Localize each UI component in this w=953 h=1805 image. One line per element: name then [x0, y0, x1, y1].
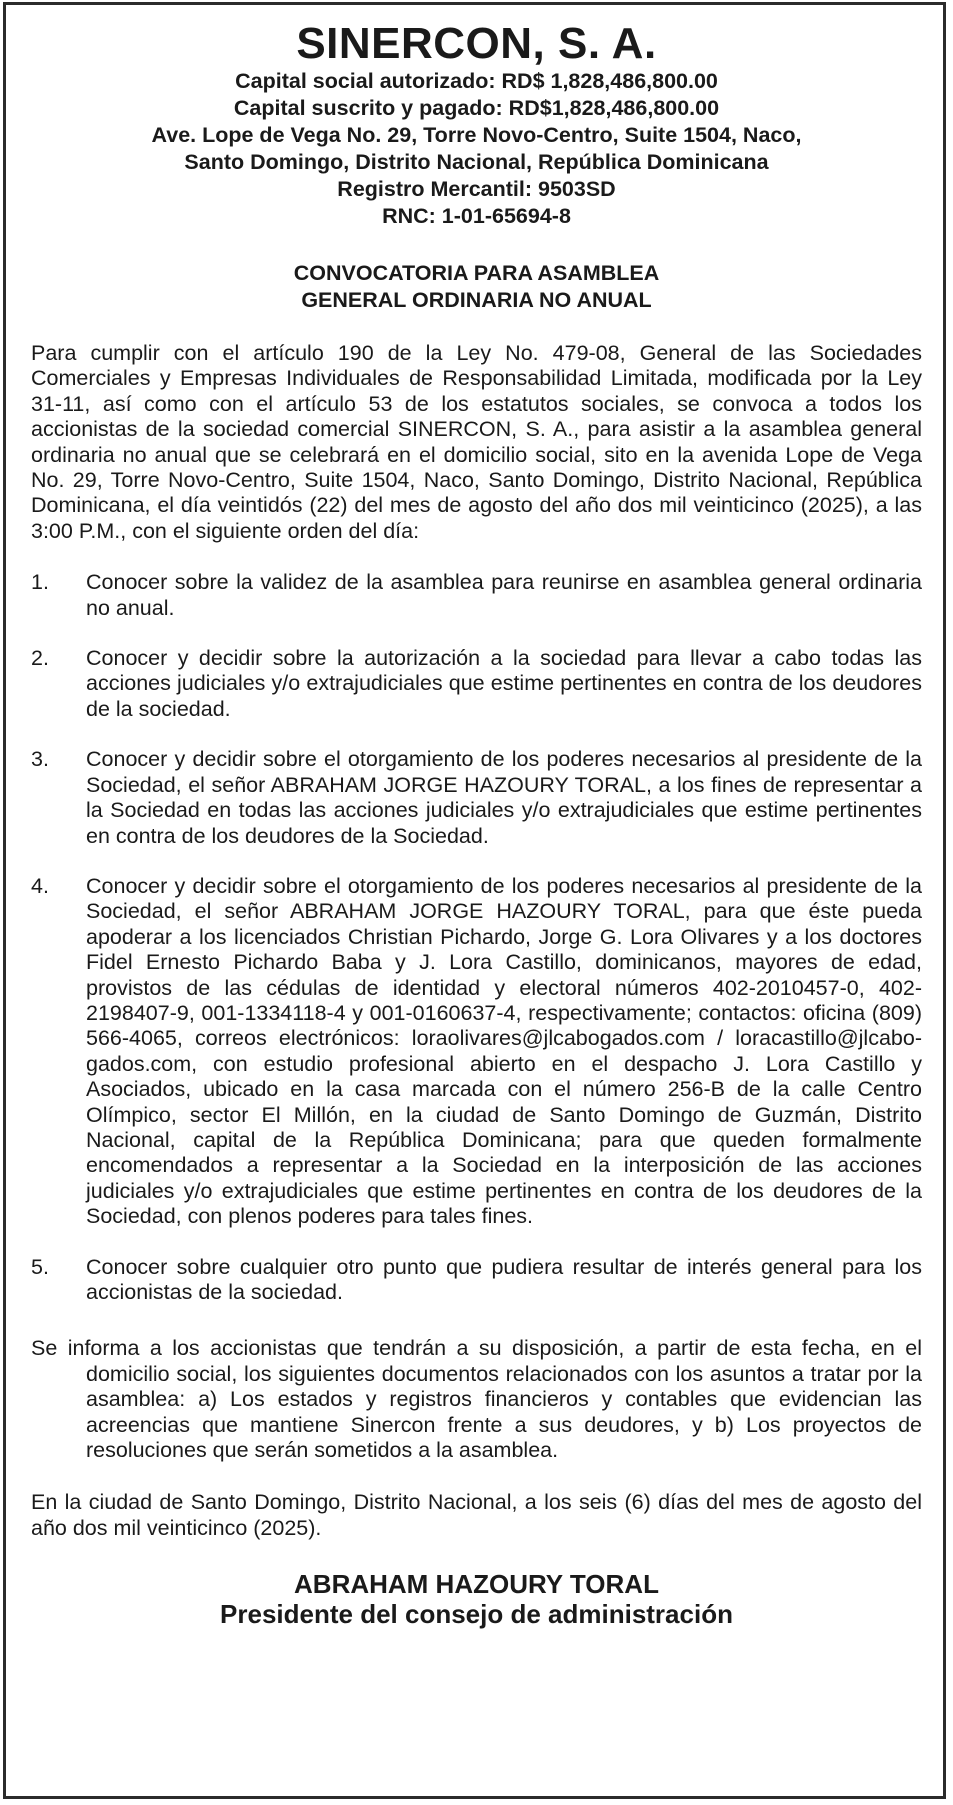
agenda-text: Conocer sobre cualquier otro punto que pudiera resultar de interés general para los accionistas de la sociedad. — [86, 1254, 922, 1304]
agenda-number: 1. — [31, 570, 49, 595]
agenda-number: 5. — [31, 1254, 49, 1279]
agenda-text: Conocer sobre la validez de la asamblea para reunirse en asamblea general ordinaria no anual. — [86, 570, 922, 620]
agenda-item-3 — [31, 747, 922, 849]
signatory-name: ABRAHAM HAZOURY TORAL — [294, 1569, 659, 1600]
company-details — [31, 68, 922, 230]
intro-paragraph: Para cumplir con el artículo 190 de la Ley No. 479-08, General de las Sociedades Comerciales y Empresas Individuales de Responsabilidad Limitada, modificada por la Ley 31-11, así como con el artículo 53 de los estatutos sociales, se convoca a todos los accionistas de la sociedad comercial SINERCON, S. A., para asistir a la asamblea general ordinaria no anual que se celebrará en el domicilio social, sito en la avenida Lope de Vega No. 29, Torre Novo-Centro, Suite 1504, Naco, Santo Domingo, Distrito Nacional, República Dominicana, el día veintidós (22) del mes de agosto del año dos mil veinticinco (2025), a las 3:00 P.M., con el siguiente orden del día: — [31, 341, 922, 543]
paid-capital: Capital suscrito y pagado: RD$1,828,486,800.00 — [233, 96, 720, 120]
address-line-1: Ave. Lope de Vega No. 29, Torre Novo-Centro, Suite 1504, Naco, — [151, 123, 802, 147]
notice-content — [31, 20, 922, 1629]
agenda-text: Conocer y decidir sobre la autorización a la sociedad para llevar a cabo todas las acciones judiciales y/o extrajudiciales que estime pertinentes en contra de los deudores de la sociedad. — [86, 646, 922, 721]
company-name: SINERCON, S. A. — [296, 19, 657, 68]
agenda-number: 3. — [31, 747, 49, 772]
notice-title-line-1: CONVOCATORIA PARA ASAMBLEA — [293, 261, 660, 285]
agenda-text: Conocer y decidir sobre el otorgamiento de los poderes necesarios al presidente de la Sociedad, el señor ABRAHAM JORGE HAZOURY TORAL, para que éste pueda apoderar a los licenciados Christian Pichardo, Jorge G. Lora Olivares y a los doctores Fidel Ernesto Pichardo Baba y J. Lora Castillo, dominicanos, mayores de edad, provistos de las cédulas de identidad y electoral números 402-2010457-0, 402-2198407-9, 001-1334118-4 y 001-0160637-4, respectivamente; contactos: oficina (809) 566-4065, correos electrónicos: loraolivares@jlcabogados.com / loracastillo@jlcabogados.com, con estudio profesional abierto en el despacho J. Lora Castillo y Asociados, ubicado en la casa marcada con el número 256-B de la calle Centro Olímpico, sector El Millón, en la ciudad de Santo Domingo de Guzmán, Distrito Nacional, capital de la República Dominicana; para que queden formalmente encomendados a representar a la Sociedad en la interposición de las acciones judiciales y/o extrajudiciales que estime pertinentes en contra de los deudores de la Sociedad, con plenos poderes para tales fines. — [86, 873, 922, 1229]
closing-paragraph: En la ciudad de Santo Domingo, Distrito Nacional, a los seis (6) días del mes de agosto del año dos mil veinticinco (2025). — [31, 1490, 922, 1540]
signatory-role: Presidente del consejo de administración — [220, 1599, 733, 1630]
agenda-text: Conocer y decidir sobre el otorgamiento de los poderes necesarios al presidente de la Sociedad, el señor ABRAHAM JORGE HAZOURY TORAL, a los fines de representar a la Sociedad en todas las acciones judiciales y/o extrajudiciales que estime pertinentes en contra de los deudores de la Sociedad. — [86, 747, 922, 848]
address-line-2: Santo Domingo, Distrito Nacional, República Dominicana — [184, 150, 769, 174]
authorized-capital: Capital social autorizado: RD$ 1,828,486,800.00 — [235, 69, 718, 93]
agenda-number: 4. — [31, 873, 49, 898]
notice-title-line-2: GENERAL ORDINARIA NO ANUAL — [301, 288, 652, 312]
agenda-item-4 — [31, 874, 922, 1230]
agenda-number: 2. — [31, 646, 49, 671]
notice-title — [31, 260, 922, 314]
signature-block — [31, 1569, 922, 1629]
agenda-item-2 — [31, 646, 922, 722]
agenda-list — [31, 570, 922, 1305]
agenda-item-5 — [31, 1255, 922, 1306]
agenda-item-1 — [31, 570, 922, 621]
rnc-number: RNC: 1-01-65694-8 — [382, 204, 571, 228]
documents-info-paragraph: Se informa a los accionistas que tendrán a su disposición, a partir de esta fecha, en el domicilio social, los siguientes documentos relacionados con los asuntos a tratar por la asamblea: a) Los estados y registros financieros y contables que evidencian las acreencias que mantiene Sinercon frente a sus deudores, y b) Los proyectos de resoluciones que serán sometidos a la asamblea. — [31, 1336, 922, 1463]
mercantile-registry: Registro Mercantil: 9503SD — [337, 177, 616, 201]
